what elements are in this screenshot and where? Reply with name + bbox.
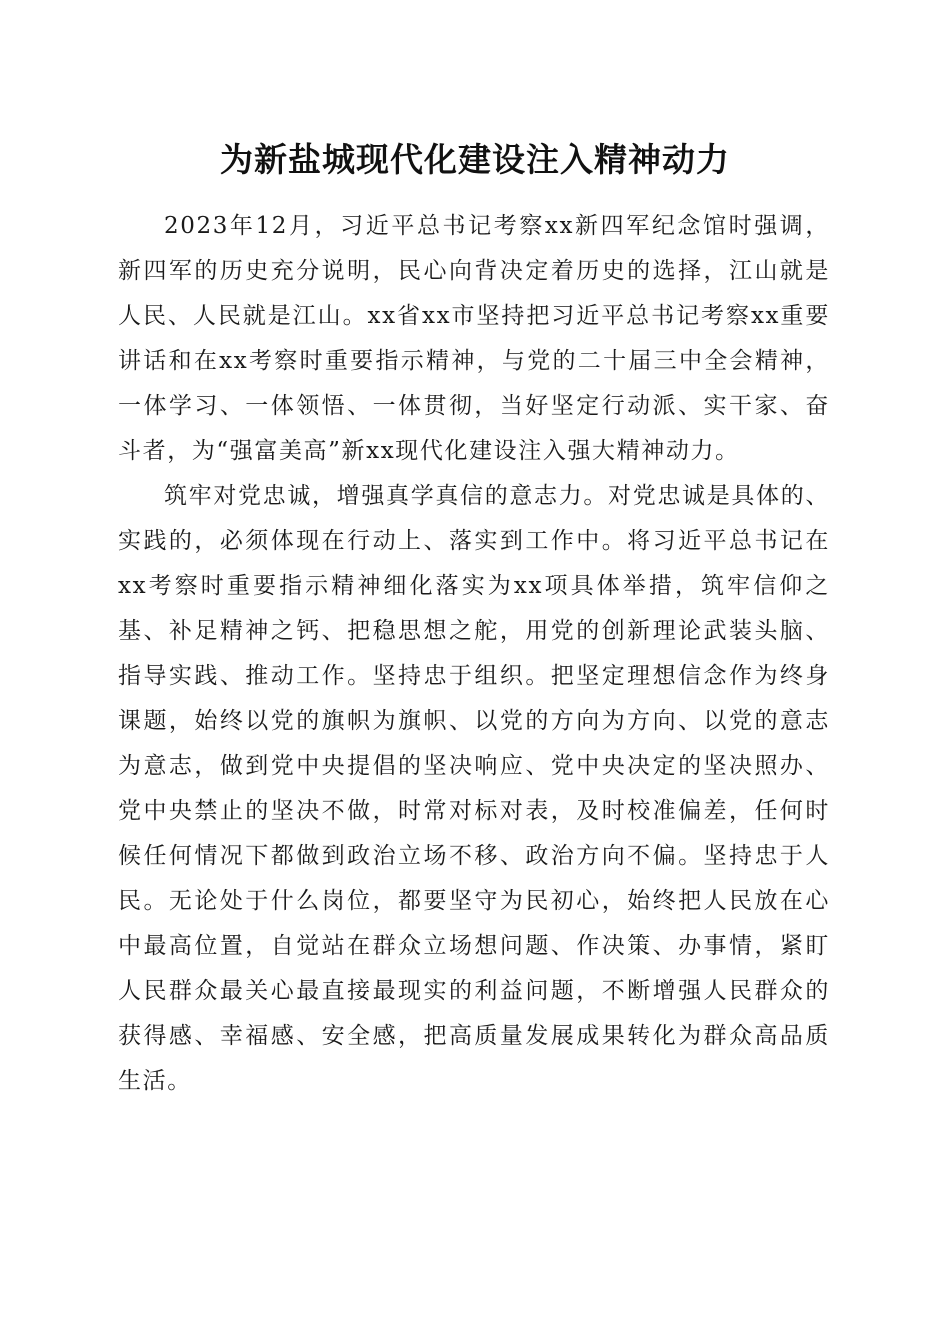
paragraph-intro: 2023年12月，习近平总书记考察xx新四军纪念馆时强调，新四军的历史充分说明，民心向背决定着历史的选择，江山就是人民、人民就是江山。xx省xx市坚持把习近平总书记考察xx重要讲话和在xx考察时重要指示精神，与党的二十届三中全会精神，一体学习、一体领悟、一体贯彻，当好坚定行动派、实干家、奋斗者，为“强富美高”新xx现代化建设注入强大精神动力。: [118, 213, 830, 464]
document-body: [118, 204, 830, 1104]
document-title: 为新盐城现代化建设注入精神动力: [220, 140, 730, 179]
paragraph-loyalty: 筑牢对党忠诚，增强真学真信的意志力。对党忠诚是具体的、实践的，必须体现在行动上、落实到工作中。将习近平总书记在xx考察时重要指示精神细化落实为xx项具体举措，筑牢信仰之基、补足精神之钙、把稳思想之舵，用党的创新理论武装头脑、指导实践、推动工作。坚持忠于组织。把坚定理想信念作为终身课题，始终以党的旗帜为旗帜、以党的方向为方向、以党的意志为意志，做到党中央提倡的坚决响应、党中央决定的坚决照办、党中央禁止的坚决不做，时常对标对表，及时校准偏差，任何时候任何情况下都做到政治立场不移、政治方向不偏。坚持忠于人民。无论处于什么岗位，都要坚守为民初心，始终把人民放在心中最高位置，自觉站在群众立场想问题、作决策、办事情，紧盯人民群众最关心最直接最现实的利益问题，不断增强人民群众的获得感、幸福感、安全感，把高质量发展成果转化为群众高品质生活。: [118, 483, 830, 1094]
